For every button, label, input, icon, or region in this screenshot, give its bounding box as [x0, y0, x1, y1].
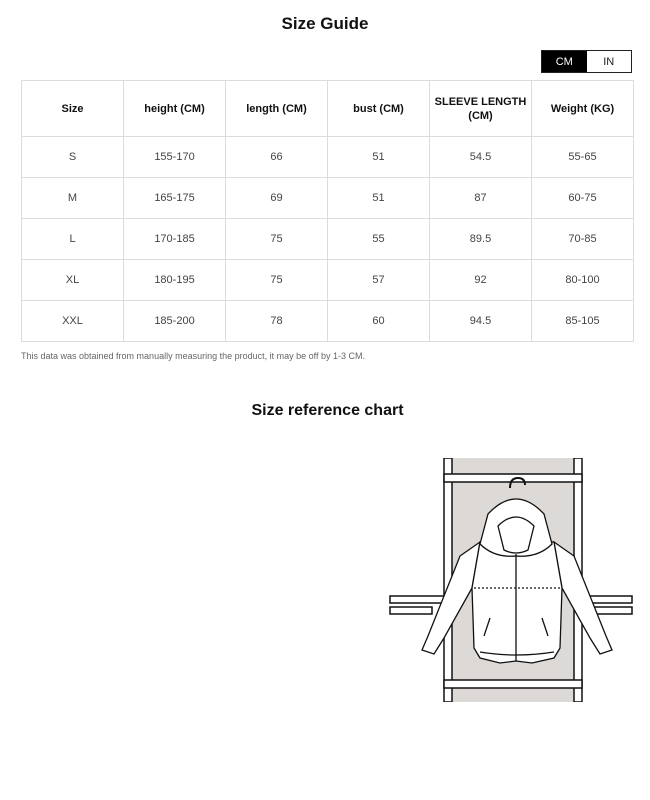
- cell-length: 75: [226, 219, 328, 260]
- cell-weight: 80-100: [532, 260, 634, 301]
- cell-length: 69: [226, 178, 328, 219]
- cell-weight: 85-105: [532, 301, 634, 342]
- reference-chart-title: Size reference chart: [251, 402, 404, 419]
- cell-size: XXL: [22, 301, 124, 342]
- unit-in-button[interactable]: IN: [587, 51, 632, 72]
- cell-size: L: [22, 219, 124, 260]
- cell-size: S: [22, 137, 124, 178]
- cell-sleeve-length: 54.5: [430, 137, 532, 178]
- page-title: Size Guide: [281, 14, 369, 33]
- cell-length: 66: [226, 137, 328, 178]
- cell-sleeve-length: 92: [430, 260, 532, 301]
- cell-height: 185-200: [124, 301, 226, 342]
- header-sleeve-length: SLEEVE LENGTH (CM): [430, 81, 532, 137]
- measurement-note: This data was obtained from manually measuring the product, it may be off by 1-3 CM.: [21, 351, 365, 361]
- cell-size: XL: [22, 260, 124, 301]
- cell-weight: 70-85: [532, 219, 634, 260]
- cell-size: M: [22, 178, 124, 219]
- cell-sleeve-length: 89.5: [430, 219, 532, 260]
- cell-sleeve-length: 94.5: [430, 301, 532, 342]
- table-row: [22, 301, 634, 342]
- table-row: [22, 219, 634, 260]
- header-length: length (CM): [226, 81, 328, 137]
- unit-toggle: [541, 50, 632, 73]
- cell-bust: 51: [328, 178, 430, 219]
- hoodie-reference-figure: [388, 458, 634, 702]
- cell-bust: 57: [328, 260, 430, 301]
- cell-weight: 60-75: [532, 178, 634, 219]
- table-row: [22, 178, 634, 219]
- header-bust: bust (CM): [328, 81, 430, 137]
- cell-sleeve-length: 87: [430, 178, 532, 219]
- table-row: [22, 260, 634, 301]
- cell-height: 170-185: [124, 219, 226, 260]
- cell-height: 180-195: [124, 260, 226, 301]
- cell-weight: 55-65: [532, 137, 634, 178]
- cell-height: 155-170: [124, 137, 226, 178]
- table-row: [22, 137, 634, 178]
- header-height: height (CM): [124, 81, 226, 137]
- cell-length: 78: [226, 301, 328, 342]
- header-weight: Weight (KG): [532, 81, 634, 137]
- cell-bust: 51: [328, 137, 430, 178]
- hoodie-diagram: [388, 458, 634, 702]
- table-header-row: [22, 81, 634, 137]
- size-table: [21, 80, 634, 342]
- cell-length: 75: [226, 260, 328, 301]
- cell-bust: 55: [328, 219, 430, 260]
- header-size: Size: [22, 81, 124, 137]
- cell-height: 165-175: [124, 178, 226, 219]
- cell-bust: 60: [328, 301, 430, 342]
- unit-cm-button[interactable]: CM: [542, 51, 587, 72]
